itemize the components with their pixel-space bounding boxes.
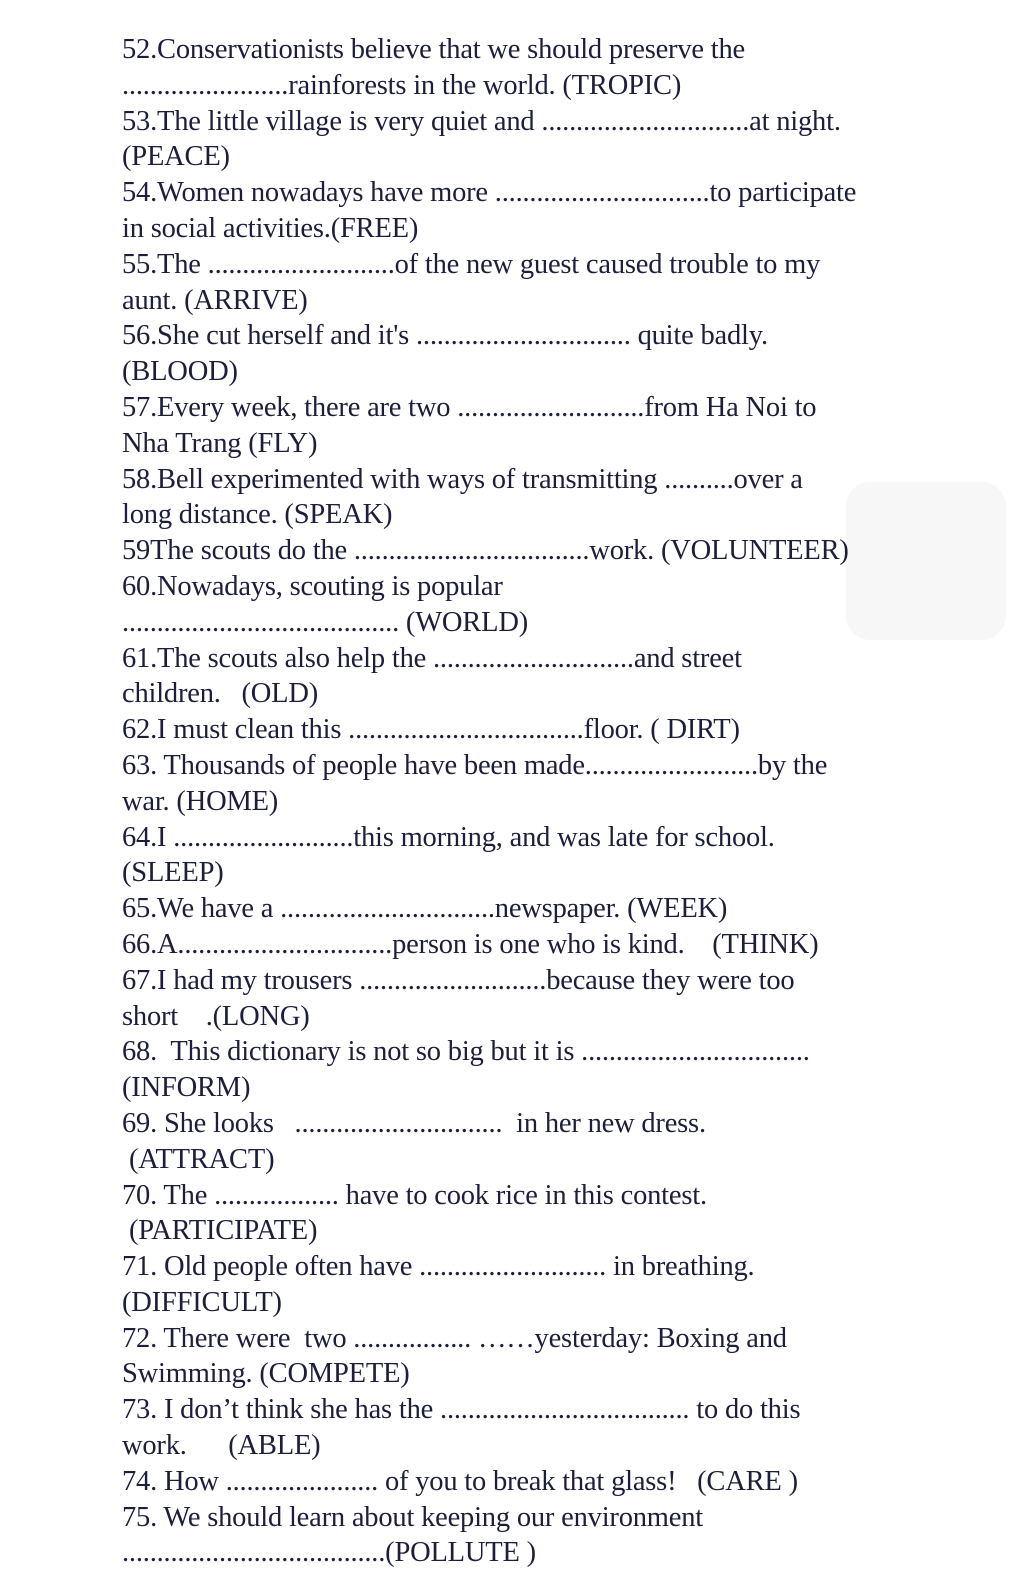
exercise-item-54: 54.Women nowadays have more ...............................to participate in social activities.(FREE) (122, 177, 857, 244)
exercise-item-59: 59The scouts do the ..................................work. (VOLUNTEER) (122, 535, 849, 567)
exercise-item-73: 73. I don’t think she has the .................................... to do this work. (ABLE) (122, 1394, 801, 1462)
exercise-item-69: 69. She looks .............................. in her new dress. (ATTRACT) (122, 1107, 706, 1175)
exercise-item-70: 70. The .................. have to cook rice in this contest. (PARTICIPATE) (122, 1179, 707, 1247)
exercise-item-57: 57.Every week, there are two ...........................from Ha Noi to Nha Trang (FLY) (122, 391, 817, 459)
exercise-item-56: 56.She cut herself and it's ............................... quite badly. (BLOOD) (122, 320, 768, 388)
exercise-item-61: 61.The scouts also help the .............................and street children. (OLD) (122, 642, 742, 710)
exercise-item-74: 74. How ...................... of you to break that glass! (CARE ) (122, 1465, 798, 1497)
exercise-item-58: 58.Bell experimented with ways of transmitting ..........over a long distance. (SPEAK) (122, 463, 803, 531)
exercise-item-60: 60.Nowadays, scouting is popular ........................................ (WORLD) (122, 570, 528, 638)
exercise-item-71: 71. Old people often have ........................... in breathing. (DIFFICULT) (122, 1251, 755, 1318)
exercise-item-75: 75. We should learn about keeping our environment ......................................(POLLUTE ) (122, 1501, 703, 1569)
exercise-item-67: 67.I had my trousers ...........................because they were too short .(LONG) (122, 964, 795, 1032)
exercise-item-53: 53.The little village is very quiet and ..............................at night. (PEACE) (122, 105, 841, 173)
exercise-item-63: 63. Thousands of people have been made.........................by the war. (HOME) (122, 749, 828, 817)
exercise-item-62: 62.I must clean this ..................................floor. ( DIRT) (122, 714, 740, 746)
exercise-item-66: 66.A...............................person is one who is kind. (THINK) (122, 928, 819, 960)
word-form-exercise-list (122, 32, 932, 1571)
exercise-item-65: 65.We have a ...............................newspaper. (WEEK) (122, 893, 728, 925)
exercise-item-55: 55.The ...........................of the new guest caused trouble to my aunt. (ARRIVE) (122, 248, 821, 316)
exercise-item-68: 68. This dictionary is not so big but it is ................................. (INFORM) (122, 1036, 810, 1104)
exercise-item-64: 64.I ..........................this morning, and was late for school. (SLEEP) (122, 821, 775, 889)
exercise-item-52: 52.Conservationists believe that we should preserve the ........................rainforests in the world. (TROPIC) (122, 34, 745, 101)
exercise-item-72: 72. There were two ................. ……yesterday: Boxing and Swimming. (COMPETE) (122, 1322, 787, 1390)
